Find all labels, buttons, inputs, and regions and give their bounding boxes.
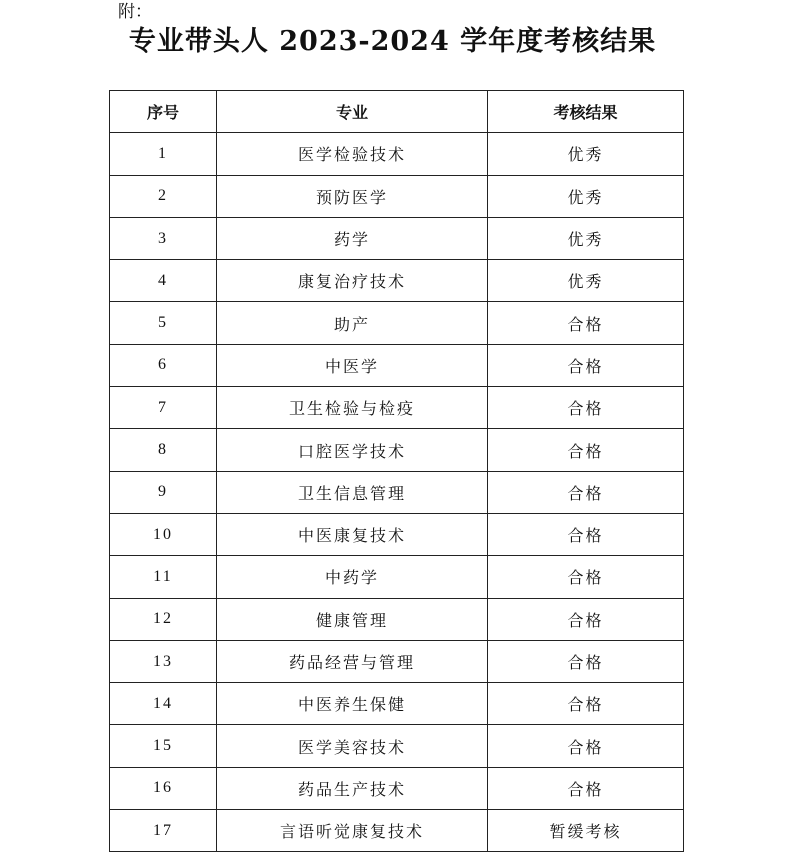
attachment-label: 附：: [118, 2, 152, 22]
row-index: 3: [110, 217, 217, 259]
table-row: [110, 471, 684, 513]
row-major: 中医学: [217, 344, 488, 386]
row-result: 合格: [488, 725, 684, 767]
table-row: [110, 344, 684, 386]
row-index: 6: [110, 344, 217, 386]
row-index: 12: [110, 598, 217, 640]
row-major: 中药学: [217, 556, 488, 598]
table-row: [110, 260, 684, 302]
row-result: 暂缓考核: [488, 810, 684, 852]
row-index: 17: [110, 810, 217, 852]
row-major: 卫生检验与检疫: [217, 387, 488, 429]
row-result: 合格: [488, 513, 684, 555]
table-row: [110, 810, 684, 852]
row-result: 合格: [488, 471, 684, 513]
row-index: 2: [110, 175, 217, 217]
row-index: 16: [110, 767, 217, 809]
row-major: 言语听觉康复技术: [217, 810, 488, 852]
row-result: 合格: [488, 640, 684, 682]
row-major: 药学: [217, 217, 488, 259]
row-result: 合格: [488, 344, 684, 386]
row-index: 5: [110, 302, 217, 344]
table-row: [110, 217, 684, 259]
row-major: 中医康复技术: [217, 513, 488, 555]
table-row: [110, 302, 684, 344]
row-major: 预防医学: [217, 175, 488, 217]
row-result: 合格: [488, 429, 684, 471]
row-index: 7: [110, 387, 217, 429]
row-index: 11: [110, 556, 217, 598]
row-result: 合格: [488, 302, 684, 344]
row-major: 药品生产技术: [217, 767, 488, 809]
header-result: 考核结果: [488, 91, 684, 133]
row-index: 13: [110, 640, 217, 682]
header-index: 序号: [110, 91, 217, 133]
table-row: [110, 513, 684, 555]
table-row: [110, 640, 684, 682]
row-major: 医学美容技术: [217, 725, 488, 767]
row-major: 中医养生保健: [217, 683, 488, 725]
row-result: 合格: [488, 556, 684, 598]
row-result: 优秀: [488, 260, 684, 302]
row-major: 卫生信息管理: [217, 471, 488, 513]
row-result: 合格: [488, 767, 684, 809]
document-title: 专业带头人 2023-2024 学年度考核结果: [128, 26, 657, 57]
results-table: [109, 90, 684, 852]
table-row: [110, 175, 684, 217]
table-row: [110, 556, 684, 598]
row-major: 药品经营与管理: [217, 640, 488, 682]
header-major: 专业: [217, 91, 488, 133]
row-major: 助产: [217, 302, 488, 344]
table-row: [110, 133, 684, 175]
row-index: 10: [110, 513, 217, 555]
row-index: 14: [110, 683, 217, 725]
table-row: [110, 429, 684, 471]
row-index: 8: [110, 429, 217, 471]
row-result: 合格: [488, 683, 684, 725]
row-major: 康复治疗技术: [217, 260, 488, 302]
row-index: 15: [110, 725, 217, 767]
row-result: 合格: [488, 598, 684, 640]
row-result: 优秀: [488, 175, 684, 217]
row-result: 优秀: [488, 133, 684, 175]
row-major: 健康管理: [217, 598, 488, 640]
row-result: 优秀: [488, 217, 684, 259]
table-row: [110, 598, 684, 640]
row-index: 1: [110, 133, 217, 175]
table-header-row: [110, 91, 684, 133]
table-row: [110, 725, 684, 767]
row-index: 4: [110, 260, 217, 302]
row-index: 9: [110, 471, 217, 513]
table-row: [110, 387, 684, 429]
table-row: [110, 683, 684, 725]
row-result: 合格: [488, 387, 684, 429]
row-major: 医学检验技术: [217, 133, 488, 175]
row-major: 口腔医学技术: [217, 429, 488, 471]
table-row: [110, 767, 684, 809]
